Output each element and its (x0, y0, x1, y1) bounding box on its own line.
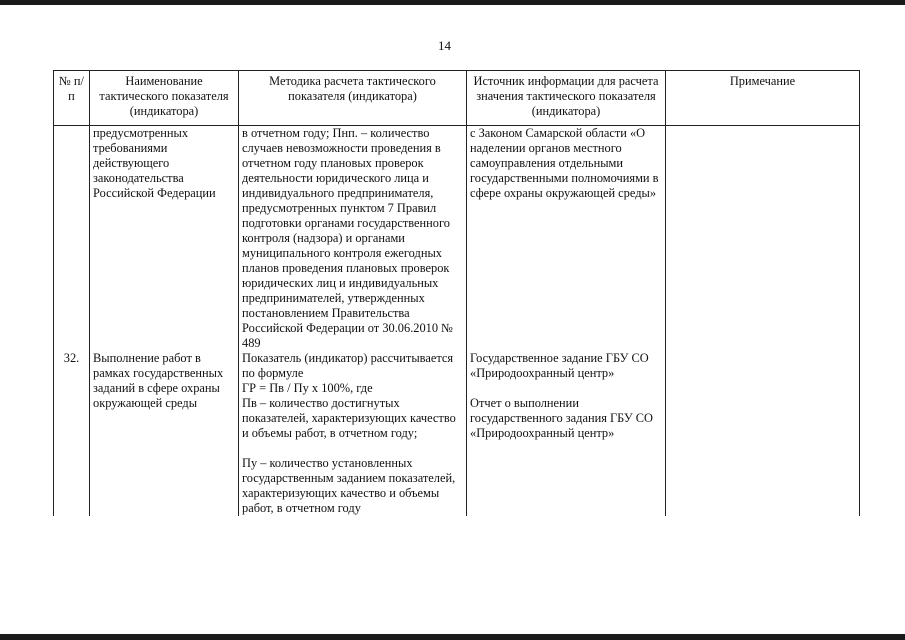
table-row (54, 126, 860, 352)
table-row (54, 351, 860, 516)
scan-bottom-edge (0, 634, 905, 640)
source-assignment-report: Отчет о выполнении государственного задания ГБУ СО «Природоохранный центр» (470, 396, 653, 440)
scan-top-edge (0, 0, 905, 5)
header-information-source: Источник информации для расчета значения тактического показателя (индикатора) (467, 71, 666, 126)
table-header-row (54, 71, 860, 126)
indicator-table (53, 70, 860, 516)
row-number: 32. (54, 351, 90, 516)
header-calculation-method: Методика расчета тактического показателя (индикатора) (239, 71, 467, 126)
header-indicator-name: Наименование тактического показателя (индикатора) (90, 71, 239, 126)
note (666, 126, 860, 352)
row-number (54, 126, 90, 352)
indicator-name: Выполнение работ в рамках государственных заданий в сфере охраны окружающей среды (90, 351, 239, 516)
source-state-assignment: Государственное задание ГБУ СО «Природоохранный центр» (470, 351, 649, 380)
page-number: 14 (438, 38, 451, 53)
indicator-name: предусмотренных требованиями действующего законодательства Российской Федерации (90, 126, 239, 352)
calculation-method (239, 351, 467, 516)
information-source: с Законом Самарской области «О наделении органов местного самоуправления отдельными государственными полномочиями в сфере охраны окружающей среды» (467, 126, 666, 352)
header-note: Примечание (666, 71, 860, 126)
method-established-definition: Пу – количество установленных государственным заданием показателей, характеризующих качество и объемы работ, в отчетном году (242, 456, 456, 515)
calculation-method: в отчетном году; Пнп. – количество случаев невозможности проведения в отчетном году плановых проверок деятельности юридического лица и индивидуального предпринимателя, предусмотренных пунктом 7 Правил подготовки органами государственного контроля (надзора) и органами муниципального контроля ежегодных планов проведения плановых проверок юридических лиц и индивидуальных предпринимателей, утвержденных постановлением Правительства Российской Федерации от 30.06.2010 № 489 (239, 126, 467, 352)
method-achieved-definition: Пв – количество достигнутых показателей, характеризующих качество и объемы работ, в отчетном году; (242, 396, 456, 440)
method-intro: Показатель (индикатор) рассчитывается по формуле (242, 351, 454, 380)
method-formula: ГР = Пв / Пу x 100%, где (242, 381, 373, 395)
header-number: № п/п (54, 71, 90, 126)
note (666, 351, 860, 516)
information-source (467, 351, 666, 516)
